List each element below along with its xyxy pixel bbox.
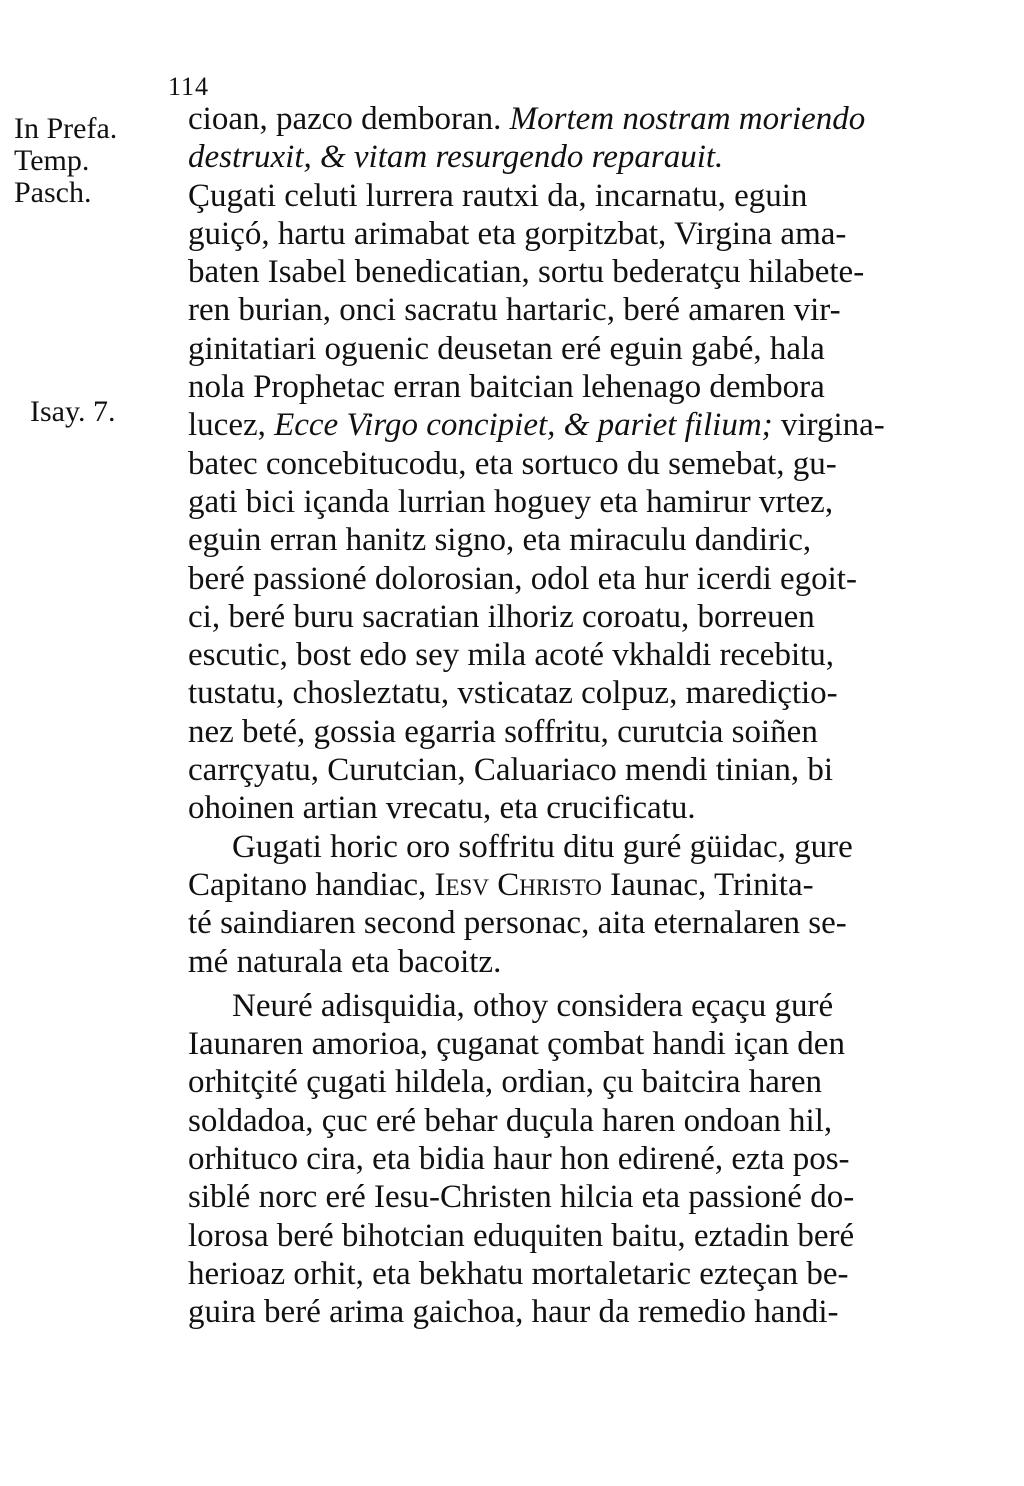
text-line xyxy=(188,1293,918,1331)
text-line xyxy=(188,1140,918,1178)
text-line xyxy=(188,406,918,444)
text-line xyxy=(188,1063,918,1101)
margin-note-isay xyxy=(30,396,116,428)
text-line xyxy=(188,1102,918,1140)
text-segment: beré passioné dolorosian, odol eta hur icerdi egoit- xyxy=(188,560,857,597)
text-segment: Gugati horic oro soffritu ditu guré güidac, gure xyxy=(232,828,853,865)
text-line xyxy=(188,368,918,406)
text-line xyxy=(188,636,918,674)
text-segment: siblé norc eré Iesu-Christen hilcia eta passioné do- xyxy=(188,1179,855,1216)
text-segment: escutic, bost edo sey mila acoté vkhaldi recebitu, xyxy=(188,637,835,674)
text-segment: Çugati celuti lurrera rautxi da, incarnatu, eguin xyxy=(188,177,808,214)
text-line xyxy=(188,598,918,636)
text-line xyxy=(188,100,918,138)
text-line xyxy=(188,177,918,215)
text-segment: ci, beré buru sacratian ilhoriz coroatu, borreuen xyxy=(188,598,815,635)
text-segment: eguin erran hanitz signo, eta miraculu dandiric, xyxy=(188,522,812,559)
latin-quote: Mortem nostram moriendo xyxy=(509,101,866,137)
latin-quote: Ecce Virgo concipiet, & pariet filium; xyxy=(274,407,773,444)
margin-note-line: In Prefa. xyxy=(14,112,118,145)
text-segment: lorosa beré bihotcian eduquiten baitu, eztadin beré xyxy=(188,1217,855,1254)
text-segment: herioaz orhit, eta bekhatu mortaletaric ezteçan be- xyxy=(188,1255,849,1292)
text-segment: tustatu, chosleztatu, vsticataz colpuz, marediçtio- xyxy=(188,675,838,712)
margin-note-line: Pasch. xyxy=(14,176,92,209)
text-line xyxy=(188,330,918,368)
text-line xyxy=(188,253,918,291)
text-segment: ohoinen artian vrecatu, eta crucificatu. xyxy=(188,790,696,827)
text-line xyxy=(188,1025,918,1063)
text-segment: carrçyatu, Curutcian, Caluariaco mendi tinian, bi xyxy=(188,752,834,789)
text-segment: Iaunac, Trinita- xyxy=(601,866,814,903)
text-line xyxy=(188,1217,918,1255)
text-segment: Iaunaren amorioa, çuganat çombat handi içan den xyxy=(188,1026,845,1063)
text-line xyxy=(188,713,918,751)
margin-note-line: Temp. xyxy=(14,144,90,177)
text-segment: virgina- xyxy=(772,407,885,444)
text-segment: ren burian, onci sacratu hartaric, beré amaren vir- xyxy=(188,292,841,329)
text-segment: batec concebitucodu, eta sortuco du semebat, gu- xyxy=(188,445,837,482)
text-line xyxy=(188,789,918,827)
text-segment: lucez, xyxy=(188,407,275,444)
text-line xyxy=(188,1178,918,1216)
text-segment: cioan, pazco demboran. xyxy=(188,101,510,137)
text-line xyxy=(188,866,918,904)
text-segment: nola Prophetac erran baitcian lehenago dembora xyxy=(188,369,825,406)
text-line xyxy=(188,215,918,253)
text-segment: gati bici içanda lurrian hoguey eta hamirur vrtez, xyxy=(188,483,834,520)
text-line xyxy=(188,560,918,598)
body-text xyxy=(188,100,918,1332)
margin-note-prefa xyxy=(14,113,117,209)
text-segment: Capitano handiac, xyxy=(188,866,435,903)
text-segment: ginitatiari oguenic deusetan eré eguin gabé, hala xyxy=(188,330,825,367)
text-line xyxy=(188,138,918,176)
text-line xyxy=(188,1255,918,1293)
text-line xyxy=(188,521,918,559)
text-segment: orhituco cira, eta bidia haur hon edirené, ezta pos- xyxy=(188,1141,850,1178)
smallcaps-segment: Iesv Christo xyxy=(434,866,602,903)
text-line xyxy=(188,943,918,981)
text-segment: mé naturala eta bacoitz. xyxy=(188,943,502,980)
latin-quote: destruxit, & vitam resurgendo reparauit. xyxy=(188,139,724,176)
text-line xyxy=(188,291,918,329)
text-segment: soldadoa, çuc eré behar duçula haren ondoan hil, xyxy=(188,1102,833,1139)
text-line xyxy=(188,987,918,1025)
text-segment: Neuré adisquidia, othoy considera eçaçu guré xyxy=(232,987,834,1024)
text-line xyxy=(188,828,918,866)
text-segment: orhitçité çugati hildela, ordian, çu baitcira haren xyxy=(188,1064,823,1101)
page-number: 114 xyxy=(168,72,210,101)
text-line xyxy=(188,751,918,789)
text-segment: guira beré arima gaichoa, haur da remedio handi- xyxy=(188,1294,839,1331)
text-line xyxy=(188,904,918,942)
text-line xyxy=(188,483,918,521)
margin-note-line: Isay. 7. xyxy=(30,395,116,428)
text-segment: té saindiaren second personac, aita eternalaren se- xyxy=(188,905,847,942)
text-line xyxy=(188,445,918,483)
text-line xyxy=(188,674,918,712)
text-segment: guiçó, hartu arimabat eta gorpitzbat, Virgina ama- xyxy=(188,215,847,252)
text-segment: baten Isabel benedicatian, sortu bederatçu hilabete- xyxy=(188,254,865,291)
text-segment: nez beté, gossia egarria soffritu, curutcia soiñen xyxy=(188,713,818,750)
